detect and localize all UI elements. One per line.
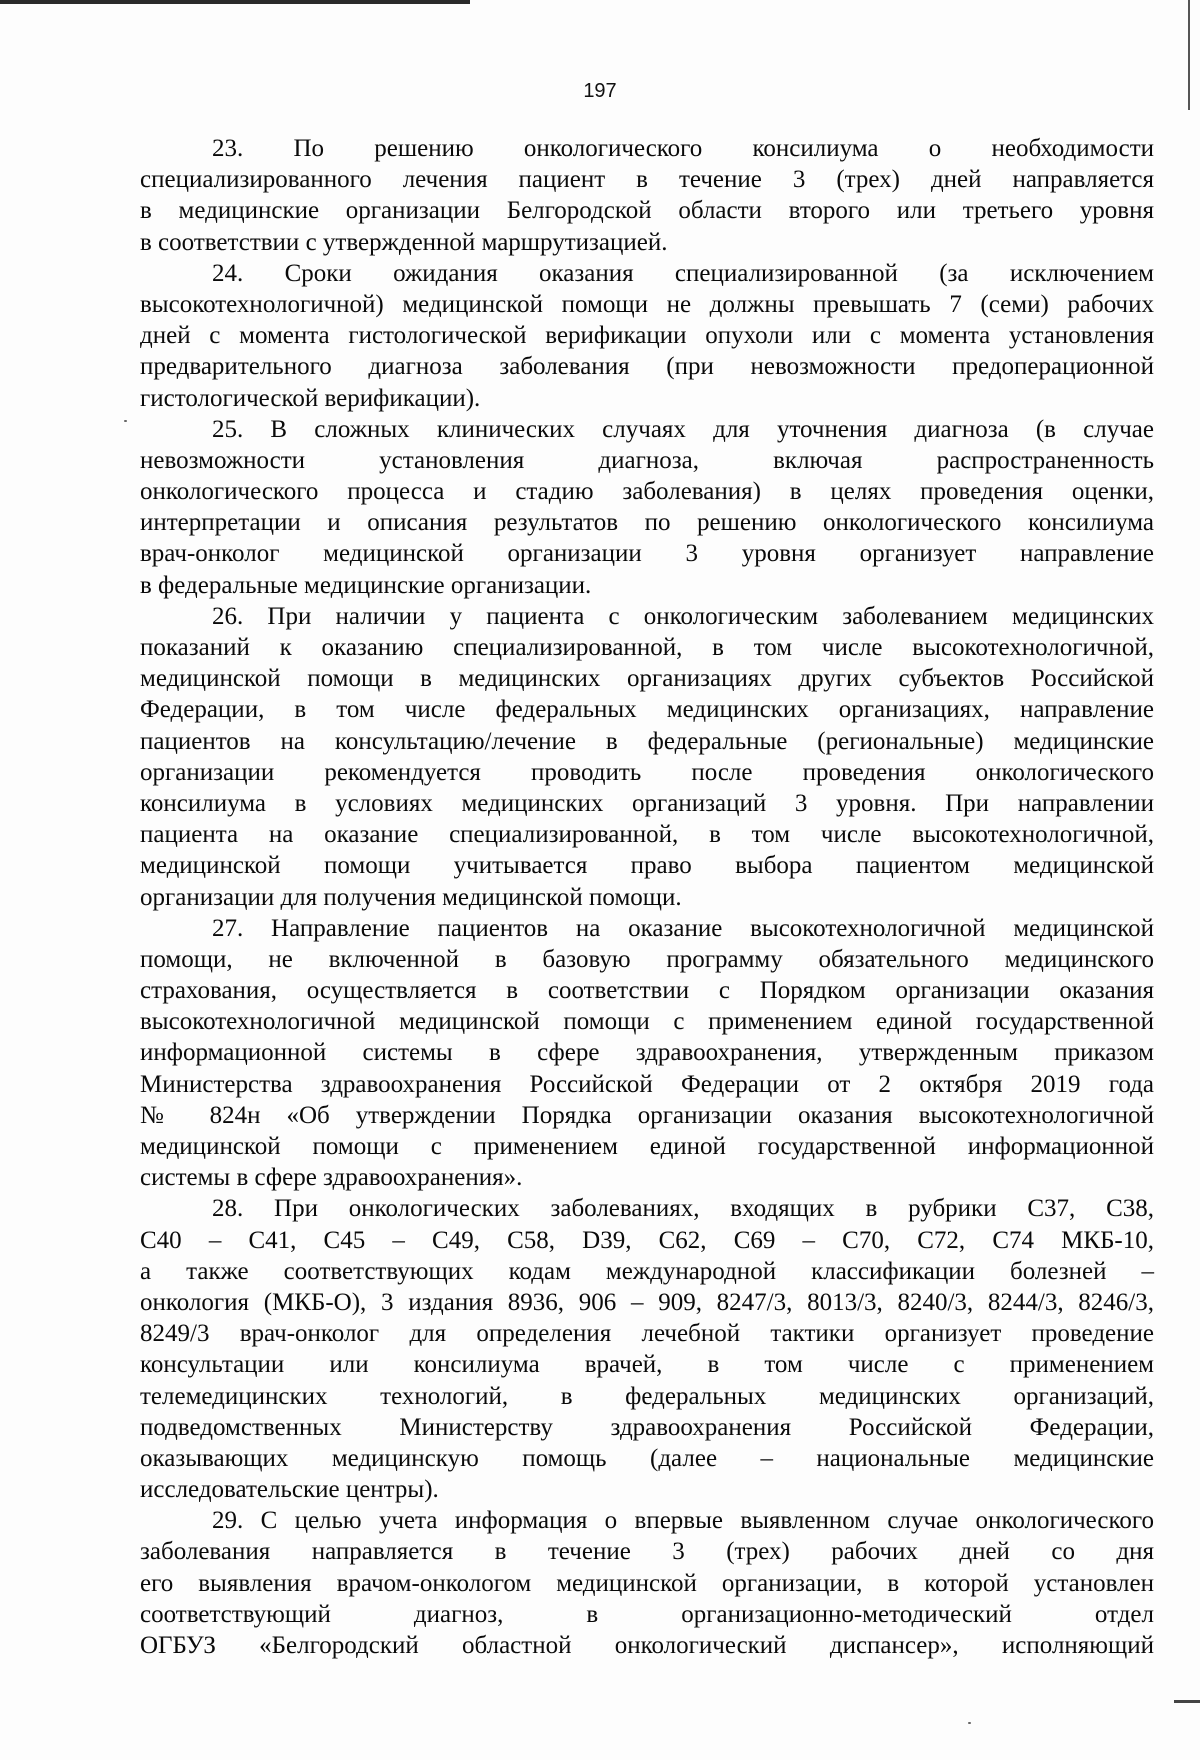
text-line: показаний к оказанию специализированной, в том числе высокотехнологичной, (140, 634, 1154, 661)
paragraph-25 (140, 414, 1154, 601)
text-line: ОГБУЗ «Белгородский областной онкологический диспансер», исполняющий (140, 1632, 1154, 1659)
text-line: заболевания направляется в течение 3 (трех) рабочих дней со дня (140, 1538, 1154, 1566)
page-number: 197 (583, 80, 617, 102)
text-line: медицинской помощи учитывается право выбора пациентом медицинской (140, 852, 1154, 880)
text-line: оказывающих медицинскую помощь (далее – национальные медицинские (140, 1444, 1154, 1472)
text-line: С40 – С41, С45 – С49, С58, D39, С62, С69 – С70, С72, С74 МКБ-10, (140, 1226, 1154, 1254)
text-line: онкологического процесса и стадию заболевания) в целях проведения оценки, (140, 478, 1154, 506)
text-line: помощи, не включенной в базовую программу обязательного медицинского (140, 945, 1154, 973)
text-line: онкология (МКБ-О), 3 издания 8936, 906 – 909, 8247/3, 8013/3, 8240/3, 8244/3, 8246/3, (140, 1288, 1154, 1316)
text-line: 8249/3 врач-онколог для определения лечебной тактики организует проведение (140, 1320, 1154, 1348)
text-line: его выявления врачом-онкологом медицинской организации, в которой установлен (140, 1569, 1154, 1597)
text-line: консилиума в условиях медицинских организаций 3 уровня. При направлении (140, 789, 1154, 817)
text-line: высокотехнологичной) медицинской помощи не должны превышать 7 (семи) рабочих (140, 290, 1154, 318)
text-line: 24. Сроки ожидания оказания специализированной (за исключением (212, 259, 1154, 287)
scan-speck (124, 420, 127, 422)
text-line: специализированного лечения пациент в течение 3 (трех) дней направляется (140, 166, 1154, 194)
text-line: Федерации, в том числе федеральных медицинских организациях, направление (140, 696, 1154, 724)
text-line: 29. С целью учета информация о впервые выявленном случае онкологического (212, 1507, 1154, 1535)
paragraph-23 (140, 133, 1154, 258)
paragraph-29 (140, 1505, 1154, 1661)
text-line: в соответствии с утвержденной маршрутизацией. (140, 228, 668, 256)
text-line: невозможности установления диагноза, включая распространенность (140, 446, 1154, 474)
text-line: пациента на оказание специализированной, в том числе высокотехнологичной, (140, 821, 1154, 849)
text-line: системы в сфере здравоохранения». (140, 1164, 523, 1192)
text-line: телемедицинских технологий, в федеральных медицинских организаций, (140, 1382, 1154, 1410)
text-line: высокотехнологичной медицинской помощи с применением единой государственной (140, 1008, 1154, 1036)
text-line: предварительного диагноза заболевания (при невозможности предоперационной (140, 353, 1154, 381)
paragraph-28 (140, 1193, 1154, 1505)
scan-speck (968, 1722, 971, 1724)
text-line: исследовательские центры). (140, 1476, 439, 1504)
text-line: пациентов на консультацию/лечение в федеральные (региональные) медицинские (140, 727, 1154, 755)
text-line: № 824н «Об утверждении Порядка организации оказания высокотехнологичной (140, 1101, 1154, 1129)
text-line: Министерства здравоохранения Российской Федерации от 2 октября 2019 года (140, 1070, 1154, 1098)
text-line: организации рекомендуется проводить после проведения онкологического (140, 758, 1154, 786)
text-line: интерпретации и описания результатов по решению онкологического консилиума (140, 509, 1154, 537)
text-line: медицинской помощи в медицинских организациях других субъектов Российской (140, 665, 1154, 693)
paragraph-26 (140, 601, 1154, 913)
paragraph-24 (140, 258, 1154, 414)
text-line: соответствующий диагноз, в организационно-методический отдел (140, 1600, 1154, 1628)
text-line: гистологической верификации). (140, 384, 481, 412)
text-line: медицинской помощи с применением единой государственной информационной (140, 1133, 1154, 1160)
text-line: организации для получения медицинской помощи. (140, 883, 682, 911)
text-line: 27. Направление пациентов на оказание высокотехнологичной медицинской (212, 914, 1154, 942)
text-line: дней с момента гистологической верификации опухоли или с момента установления (140, 322, 1154, 350)
text-line: страхования, осуществляется в соответствии с Порядком организации оказания (140, 977, 1154, 1005)
scan-edge-mark (1174, 1700, 1200, 1703)
text-line: 28. При онкологических заболеваниях, входящих в рубрики С37, С38, (212, 1195, 1154, 1223)
text-line: в медицинские организации Белгородской области второго или третьего уровня (140, 197, 1154, 225)
text-line: 23. По решению онкологического консилиума о необходимости (212, 135, 1154, 162)
paragraph-27 (140, 913, 1154, 1194)
text-line: подведомственных Министерству здравоохранения Российской Федерации, (140, 1413, 1154, 1441)
text-line: информационной системы в сфере здравоохранения, утвержденным приказом (140, 1039, 1154, 1067)
text-line: 26. При наличии у пациента с онкологическим заболеванием медицинских (212, 602, 1154, 630)
text-line: 25. В сложных клинических случаях для уточнения диагноза (в случае (212, 415, 1154, 443)
text-line: врач-онколог медицинской организации 3 уровня организует направление (140, 540, 1154, 568)
scan-edge-top (0, 0, 470, 4)
text-line: а также соответствующих кодам международной классификации болезней – (140, 1257, 1154, 1285)
text-line: консультации или консилиума врачей, в том числе с применением (140, 1351, 1154, 1379)
document-body (140, 133, 1154, 1661)
text-line: в федеральные медицинские организации. (140, 571, 592, 599)
